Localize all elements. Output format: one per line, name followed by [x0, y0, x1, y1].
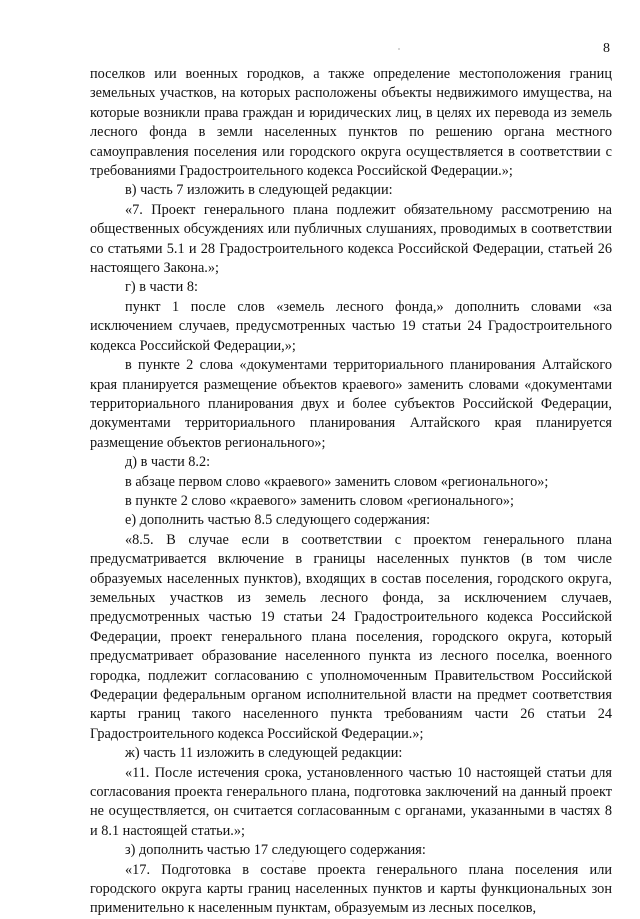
paragraph-point-2: в пункте 2 слова «документами территориального планирования Алтайского края планируется размещение объектов краевого» заменить словами «документами территориального планирования двух и более субъектов Российской Федерации, документами территориального планирования Алтайского края планируется размещение объектов регионального»; — [90, 357, 612, 451]
paragraph-item-e: е) дополнить частью 8.5 следующего содержания: — [125, 512, 431, 529]
scan-speck — [292, 860, 294, 862]
paragraph-part-11-text: «11. После истечения срока, установленного частью 10 настоящей статьи для согласования проекта генерального плана, подготовка заключений на данный проект не осуществляется, он считается согласованным с органами, указанными в частях 8 и 8.1 настоящей статьи.»; — [90, 764, 612, 839]
paragraph-item-zh: ж) часть 11 изложить в следующей редакции: — [125, 745, 403, 762]
paragraph-part-17-text: «17. Подготовка в составе проекта генерального плана поселения или городского округа карты границ населенных пунктов и карты функциональных зон применительно к населенным пунктам, образуемым из лесных поселков, — [90, 861, 612, 917]
paragraph-part-8-5-text: «8.5. В случае если в соответствии с проектом генерального плана предусматривается включение в границы населенных пунктов (в том числе образуемых населенных пунктов), входящих в состав поселения, городского округа, земельных участков из земель лесного фонда, за исключением случаев, предусмотренных частью 19 статьи 24 Градостроительного кодекса Российской Федерации, проект генерального плана поселения, городского округа, который предусматривает образование населенного пункта из лесного поселка, военного городка, подлежит согласованию с уполномоченным Правительством Российской Федерации федеральным органом исполнительной власти на предмет соответствия карты границ такого населенного пункта требованиям части 26 статьи 24 Градостроительного кодекса Российской Федерации.»; — [90, 531, 612, 742]
paragraph-point-1: пункт 1 после слов «земель лесного фонда,» дополнить словами «за исключением случаев, предусмотренных частью 19 статьи 24 Градостроительного кодекса Российской Федерации,»; — [90, 298, 612, 354]
page-number: 8 — [603, 41, 610, 56]
paragraph-item-z: з) дополнить частью 17 следующего содержания: — [125, 842, 426, 859]
paragraph-first-abzac: в абзаце первом слово «краевого» заменить словом «регионального»; — [125, 473, 549, 490]
paragraph-part-7-text: «7. Проект генерального плана подлежит обязательному рассмотрению на общественных обсуждениях или публичных слушаниях, проводимых в соответствии со статьями 5.1 и 28 Градостроительного кодекса Российской Федерации, статьей 26 настоящего Закона.»; — [90, 201, 612, 277]
paragraph-continuation: поселков или военных городков, а также определение местоположения границ земельных участков, на которых расположены объекты недвижимого имущества, на которые возникли права граждан и юридических лиц, в целях их перевода из земель лесного фонда в земли населенных пунктов по решению органа местного самоуправления поселения или городского округа осуществляется в соответствии с требованиями Градостроительного кодекса Российской Федерации.»; — [90, 66, 612, 180]
scan-speck — [398, 48, 400, 50]
paragraph-item-g: г) в части 8: — [125, 279, 198, 296]
paragraph-item-d: д) в части 8.2: — [125, 454, 211, 471]
document-body — [90, 65, 612, 919]
paragraph-point-2-regional: в пункте 2 слово «краевого» заменить словом «регионального»; — [125, 492, 515, 509]
paragraph-item-v: в) часть 7 изложить в следующей редакции: — [125, 182, 393, 199]
